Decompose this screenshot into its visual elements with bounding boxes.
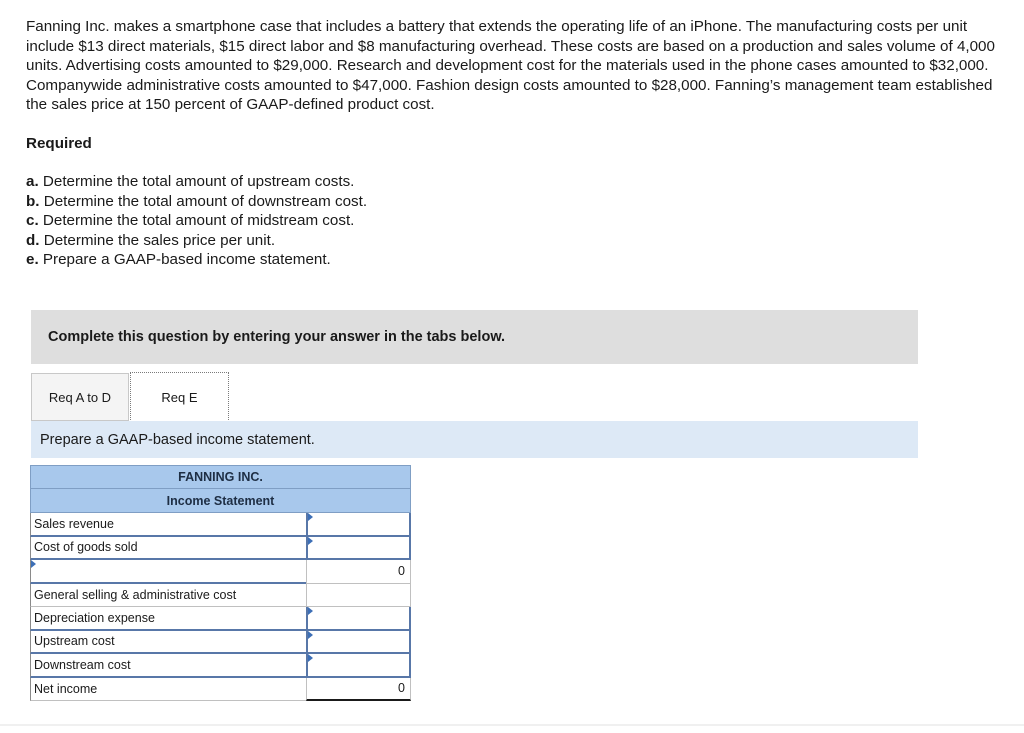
- required-item-c: [26, 211, 367, 231]
- gross-margin-label-input[interactable]: [30, 560, 306, 584]
- required-text: Determine the total amount of downstream cost.: [43, 192, 368, 210]
- problem-text: Fanning Inc. makes a smartphone case that includes a battery that extends the operating life of an iPhone. The manufacturing costs per unit include $13 direct materials, $15 direct labor and $8 manufacturing overhead. These costs are based on a production and sales volume of 4,000 units. Advertising costs amounted to $29,000. Research and development cost for the materials used in the phone cases amounted to $32,000. Companywide administrative costs amounted to $47,000. Fashion design costs amounted to $28,000. Fanning’s management team established the sales price at 150 percent of GAAP-defined product cost.: [26, 18, 995, 114]
- sales-revenue-input[interactable]: [306, 513, 411, 537]
- dropdown-marker-icon: [31, 560, 36, 568]
- downstream-input[interactable]: [306, 654, 411, 678]
- required-heading: Required: [26, 135, 92, 152]
- row-label: Net income: [30, 678, 306, 702]
- required-letter: b.: [26, 192, 40, 210]
- statement-row-gsa: [30, 584, 411, 608]
- input-marker-icon: [308, 631, 313, 639]
- tab-req-e[interactable]: Req E: [130, 372, 229, 422]
- input-marker-icon: [308, 607, 313, 615]
- statement-row-net-income: [30, 678, 411, 702]
- required-text: Determine the total amount of midstream cost.: [42, 212, 355, 230]
- statement-row-sales-revenue: [30, 513, 411, 537]
- upstream-input[interactable]: [306, 631, 411, 655]
- required-text: Determine the sales price per unit.: [43, 231, 276, 249]
- cogs-input[interactable]: [306, 537, 411, 561]
- gsa-cell: [306, 584, 411, 608]
- row-label: Depreciation expense: [30, 607, 306, 631]
- row-label: Cost of goods sold: [30, 537, 306, 561]
- required-letter: e.: [26, 251, 39, 269]
- tab-req-a-to-d[interactable]: Req A to D: [31, 373, 129, 421]
- input-marker-icon: [308, 537, 313, 545]
- income-statement: [30, 465, 411, 701]
- net-income-total: [306, 678, 411, 702]
- statement-row-cogs: [30, 537, 411, 561]
- row-label: Downstream cost: [30, 654, 306, 678]
- statement-title: Income Statement: [30, 489, 411, 513]
- row-label: General selling & administrative cost: [30, 584, 306, 608]
- required-item-d: [26, 231, 367, 251]
- required-text: Prepare a GAAP-based income statement.: [42, 251, 331, 269]
- statement-row-depreciation: [30, 607, 411, 631]
- instructions-banner: Complete this question by entering your answer in the tabs below.: [31, 310, 918, 364]
- input-marker-icon: [308, 513, 313, 521]
- statement-row-downstream: [30, 654, 411, 678]
- required-text: Determine the total amount of upstream costs.: [42, 173, 355, 190]
- tab-instruction: Prepare a GAAP-based income statement.: [31, 421, 918, 458]
- gross-margin-total: [306, 560, 411, 584]
- required-item-a: [26, 172, 367, 192]
- input-marker-icon: [308, 654, 313, 662]
- required-list: [26, 172, 367, 270]
- required-item-b: [26, 192, 367, 212]
- statement-company: FANNING INC.: [30, 465, 411, 489]
- depreciation-input[interactable]: [306, 607, 411, 631]
- row-label: Sales revenue: [30, 513, 306, 537]
- cell-value: 0: [398, 681, 405, 696]
- statement-row-upstream: [30, 631, 411, 655]
- required-letter: a.: [26, 173, 39, 190]
- statement-row-gross-margin: [30, 560, 411, 584]
- required-letter: c.: [26, 212, 39, 230]
- required-letter: d.: [26, 231, 40, 249]
- row-label: Upstream cost: [30, 631, 306, 655]
- cell-value: 0: [398, 564, 405, 579]
- bottom-divider: [0, 724, 1024, 726]
- required-item-e: [26, 250, 367, 270]
